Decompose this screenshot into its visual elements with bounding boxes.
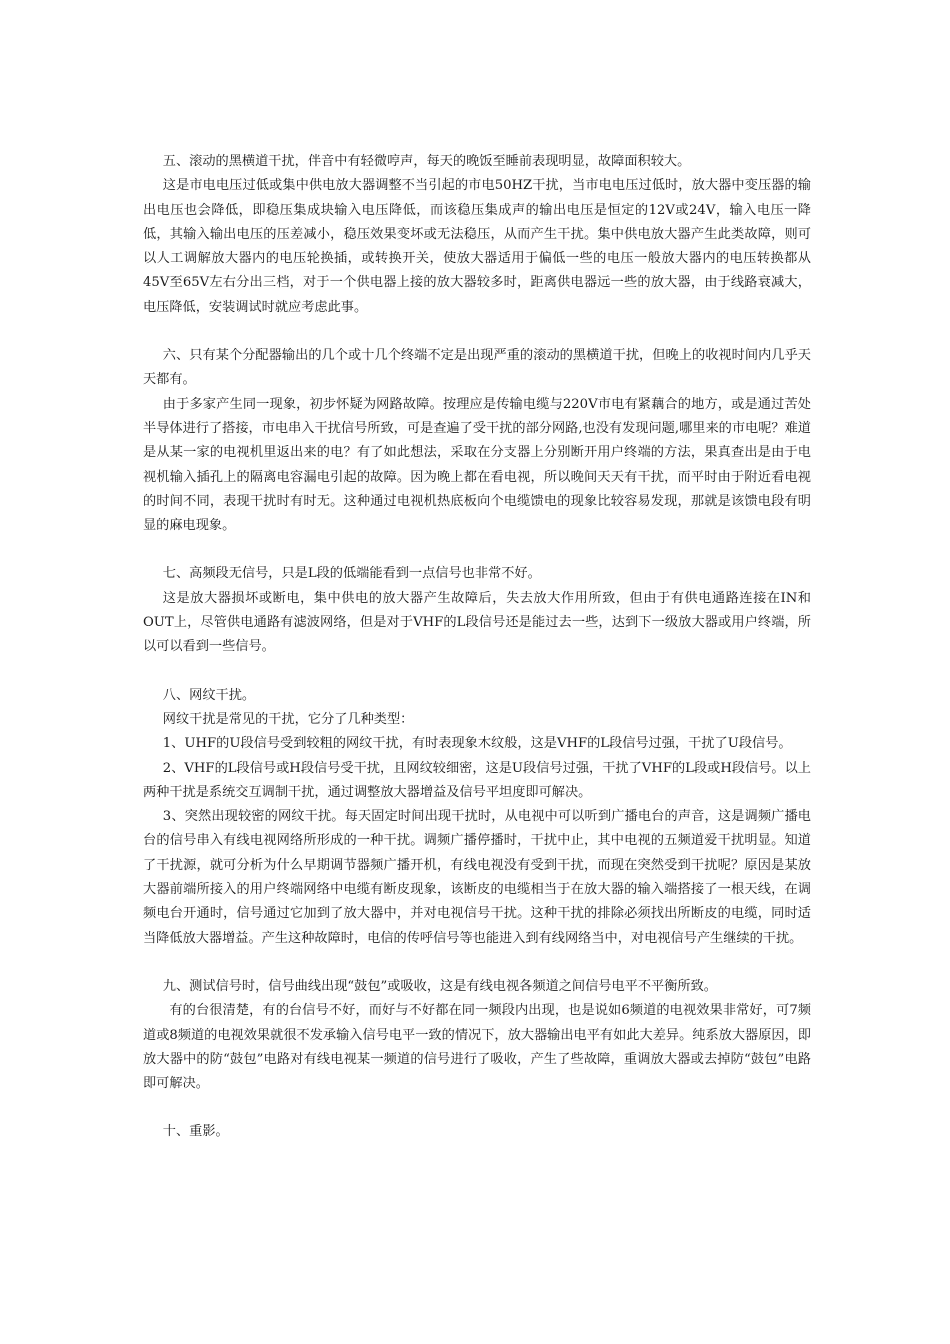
section-8-item-3: 3、突然出现较密的网纹干扰。每天固定时间出现干扰时，从电视中可以听到广播电台的声音，这是调频广播电台的信号串入有线电视网络所形成的一种干扰。调频广播停播时，干扰中止，其中电视的五频道爱干扰明显。知道了干扰源，就可分析为什么早期调节器频广播开机，有线电视没有受到干扰，而现在突然受到干扰呢？原因是某放大器前端所接入的用户终端网络中电缆有断皮现象，该断皮的电缆相当于在放大器的输入端搭接了一根天线，在调频电台开通时，信号通过它加到了放大器中，并对电视信号干扰。这种干扰的排除必须找出所断皮的电缆，同时适当降低放大器增益。产生这种故障时，电信的传呼信号等也能进入到有线网络当中，对电视信号产生继续的干扰。 <box>143 809 811 946</box>
section-7-heading: 七、高频段无信号，只是L段的低端能看到一点信号也非常不好。 <box>162 566 541 582</box>
section-7-body: 这是放大器损坏或断电，集中供电的放大器产生故障后，失去放大作用所致，但由于有供电通路连接在IN和OUT上，尽管供电通路有滤波网络，但是对于VHF的L段信号还是能过去一些，达到下一级放大器或用户终端，所以可以看到一些信号。 <box>143 590 811 655</box>
section-5-body: 这是市电电压过低或集中供电放大器调整不当引起的市电50HZ干扰，当市电电压过低时，放大器中变压器的输出电压也会降低，即稳压集成块输入电压降低，而该稳压集成声的输出电压是恒定的12V或24V，输入电压一降低，其输入输出电压的压差减小，稳压效果变坏或无法稳压，从而产生干扰。集中供电放大器产生此类故障，则可以人工调解放大器内的电压轮换插，或转换开关，使放大器适用于偏低一些的电压一般放大器内的电压转换都从45V至65V左右分出三档，对于一个供电器上接的放大器较多时，距离供电器远一些的放大器，由于线路衰减大，电压降低，安装调试时就应考虑此事。 <box>143 178 811 315</box>
section-6-body: 由于多家产生同一现象，初步怀疑为网路故障。按理应是传输电缆与220V市电有紧藕合的地方，或是通过苦处半导体进行了搭接，市电串入干扰信号所致，可是查遍了受干扰的部分网路,也没有发现问题,哪里来的市电呢？难道是从某一家的电视机里返出来的电？有了如此想法，采取在分支器上分别断开用户终端的方法，果真查出是由于电视机输入插孔上的隔离电容漏电引起的故障。因为晚上都在看电视，所以晚间天天有干扰，而平时由于附近看电视的时间不同，表现干扰时有时无。这种通过电视机热底板向个电缆馈电的现象比较容易发现，那就是该馈电段有明显的麻电现象。 <box>143 396 811 534</box>
section-8-item-2: 2、VHF的L段信号或H段信号受干扰，且网纹较细密，这是U段信号过强，干扰了VHF的L段或H段信号。以上两种干扰是系统交互调制干扰，通过调整放大器增益及信号平坦度即可解决。 <box>143 760 811 800</box>
section-8-intro: 网纹干扰是常见的干扰，它分了几种类型： <box>162 711 414 727</box>
document-page <box>143 150 811 1145</box>
section-6-heading: 六、只有某个分配器输出的几个或十几个终端不定是出现严重的滚动的黑横道干扰，但晚上的收视时间内几乎天天都有。 <box>143 348 811 388</box>
paragraph-gap <box>143 951 811 975</box>
paragraph-gap <box>143 320 811 344</box>
section-10-heading: 十、重影。 <box>162 1124 229 1140</box>
section-9-body: 有的台很清楚，有的台信号不好，而好与不好都在同一频段内出现，也是说如6频道的电视效果非常好，可7频道或8频道的电视效果就很不发承输入信号电平一致的情况下，放大器输出电平有如此大差异。纯系放大器原因，即放大器中的防“鼓包”电路对有线电视某一频道的信号进行了吸收，产生了些故障，重调放大器或去掉防“鼓包”电路即可解决。 <box>143 1003 811 1092</box>
section-8-heading: 八、网纹干扰。 <box>162 687 256 703</box>
paragraph-gap <box>143 660 811 684</box>
section-8-item-1: 1、UHF的U段信号受到较粗的网纹干扰，有时表现象木纹般，这是VHF的L段信号过强，干扰了U段信号。 <box>162 736 792 752</box>
paragraph-gap <box>143 538 811 562</box>
section-9-heading: 九、测试信号时，信号曲线出现“鼓包”或吸收，这是有线电视各频道之间信号电平不平衡所致。 <box>162 978 717 994</box>
paragraph-gap <box>143 1096 811 1120</box>
section-5-heading: 五、滚动的黑横道干扰，伴音中有轻微哼声，每天的晚饭至睡前表现明显，故障面积较大。 <box>162 154 691 169</box>
